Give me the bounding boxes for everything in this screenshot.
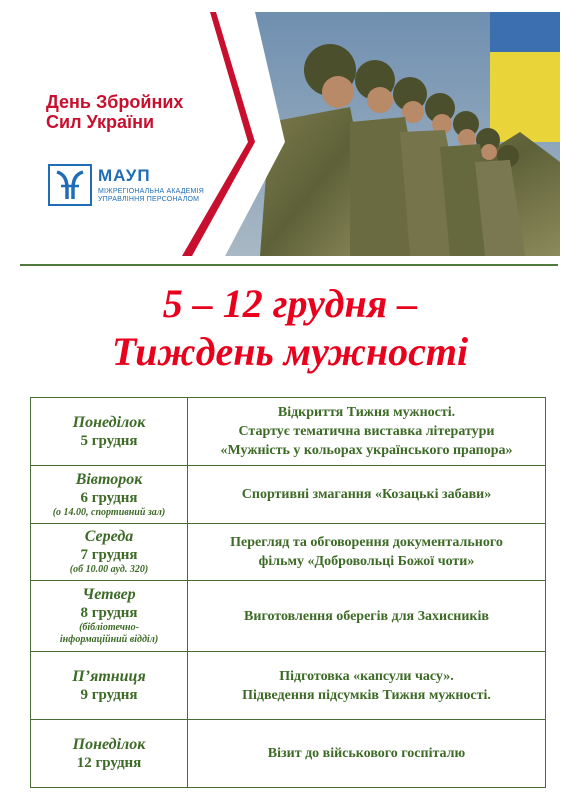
day-note: (бібліотечно-: [79, 622, 139, 633]
event-cell: [188, 524, 546, 581]
day-name: Середа: [84, 528, 134, 545]
day-cell: [31, 398, 188, 466]
soldiers-photo: [20, 12, 560, 256]
banner-title-line: День Збройних: [46, 92, 184, 112]
day-note: інформаційний відділ): [59, 634, 159, 645]
table-row: [31, 466, 546, 524]
table-row: [31, 652, 546, 720]
day-note: (об 10.00 ауд. 320): [69, 564, 149, 575]
logo-name: МАУП: [98, 166, 151, 185]
logo-subtitle: [98, 188, 204, 204]
day-cell: [31, 720, 188, 788]
day-date: 5 грудня: [80, 432, 138, 449]
event-cell: [188, 652, 546, 720]
logo-subtitle-line: УПРАВЛІННЯ ПЕРСОНАЛОМ: [98, 196, 200, 203]
table-row: [31, 720, 546, 788]
event-cell: [188, 466, 546, 524]
table-row: [31, 398, 546, 466]
event-line: Підготовка «капсули часу».: [279, 668, 454, 684]
day-name: Вівторок: [75, 470, 143, 488]
event-cell: [188, 398, 546, 466]
day-name: Понеділок: [72, 413, 146, 431]
table-row: [31, 581, 546, 652]
day-date: 7 грудня: [80, 547, 138, 563]
event-line: фільму «Добровольці Божої чоти»: [258, 554, 475, 569]
event-cell: [188, 581, 546, 652]
maup-emblem-icon: [48, 164, 92, 206]
section-divider: [20, 264, 558, 266]
banner-title: [46, 92, 246, 132]
day-name: Понеділок: [72, 735, 146, 753]
day-date: 6 грудня: [80, 489, 138, 506]
headline-line: Тиждень мужності: [111, 329, 469, 374]
header-banner: [20, 12, 560, 256]
event-line: Відкриття Тижня мужності.: [277, 405, 456, 420]
event-line: «Мужність у кольорах українського прапора»: [220, 443, 513, 458]
logo-subtitle-line: МІЖРЕГІОНАЛЬНА АКАДЕМІЯ: [98, 188, 204, 195]
day-date: 8 грудня: [80, 605, 138, 621]
day-cell: [31, 524, 188, 581]
day-date: 9 грудня: [80, 686, 138, 703]
event-cell: [188, 720, 546, 788]
headline-line: 5 – 12 грудня –: [162, 281, 418, 326]
event-line: Виготовлення оберегів для Захисників: [244, 608, 489, 624]
event-line: Візит до військового госпіталю: [267, 746, 466, 761]
day-name: П’ятниця: [72, 667, 146, 685]
event-line: Спортивні змагання «Козацькі забави»: [241, 487, 492, 502]
maup-logo: [48, 164, 223, 208]
day-cell: [31, 581, 188, 652]
day-cell: [31, 466, 188, 524]
event-line: Перегляд та обговорення документального: [230, 535, 503, 550]
day-date: 12 грудня: [76, 754, 142, 771]
day-name: Четвер: [82, 586, 136, 603]
day-note: (о 14.00, спортивний зал): [52, 506, 166, 518]
table-row: [31, 524, 546, 581]
schedule-table: [30, 397, 546, 788]
headline: [20, 280, 560, 376]
banner-title-line: Сил України: [46, 112, 155, 132]
day-cell: [31, 652, 188, 720]
event-line: Підведення підсумків Тижня мужності.: [242, 687, 491, 703]
event-line: Стартує тематична виставка літератури: [238, 424, 495, 439]
